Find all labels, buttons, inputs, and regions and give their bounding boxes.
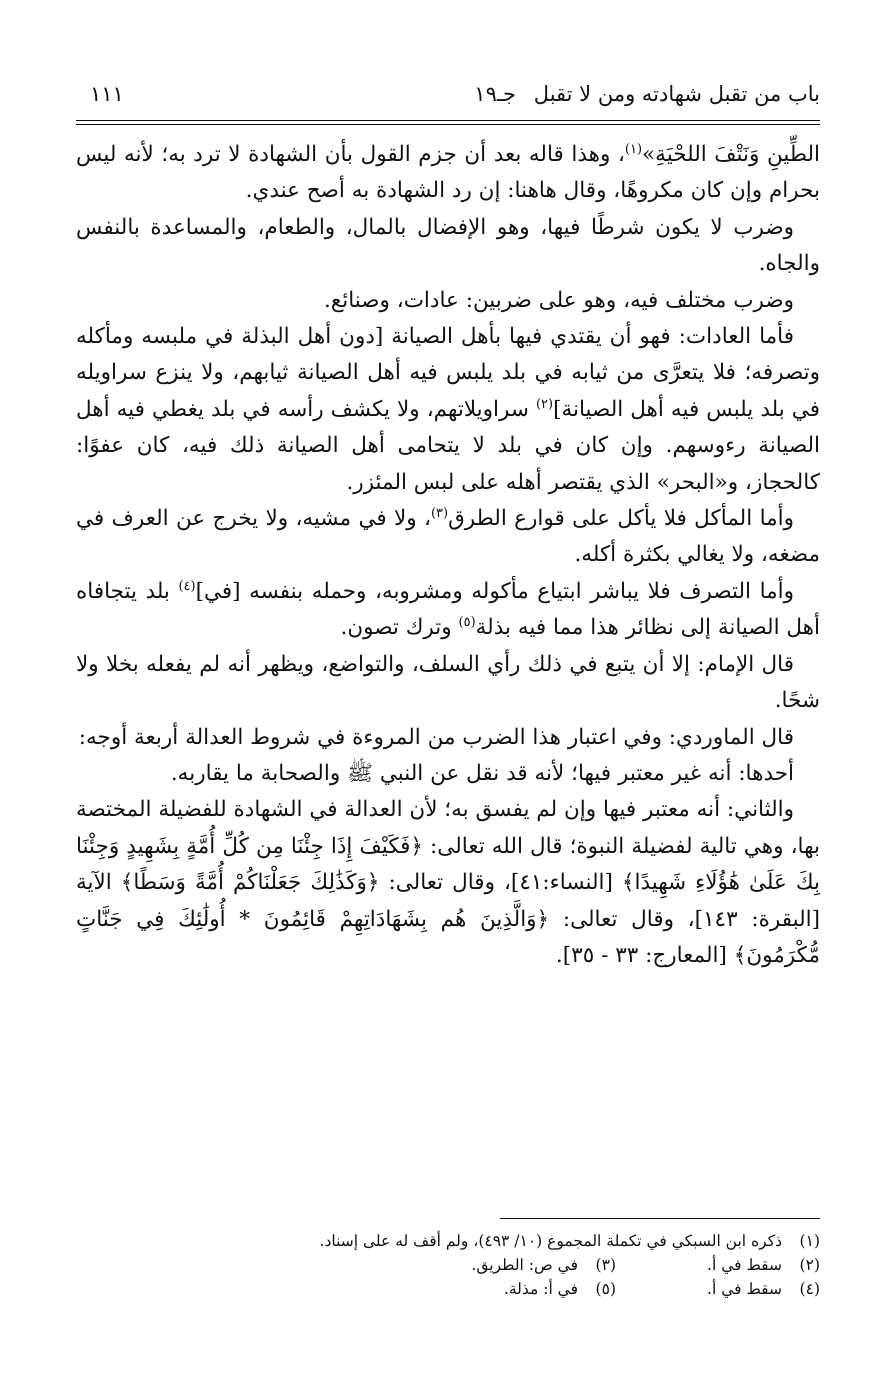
book-page <box>76 74 820 1364</box>
page-number: ١١١ <box>90 82 124 106</box>
header-rule <box>76 120 820 125</box>
footnote: (٢)سقط في أ. <box>707 1256 820 1274</box>
footnote-rule <box>500 1218 820 1219</box>
main-text <box>76 137 820 974</box>
paragraph: وأما التصرف فلا يباشر ابتياع مأكوله ومشروبه، وحمله بنفسه [في]$^{(٤)}$ بلد يتجافاه أهل الصيانة إلى نظائر هذا مما فيه بذلة$^{(٥)}$ وترك تصون. <box>76 578 820 641</box>
paragraph: والثاني: أنه معتبر فيها وإن لم يفسق به؛ لأن العدالة في الشهادة للفضيلة المختصة بها، وهي تالية لفضيلة النبوة؛ قال الله تعالى: ﴿فَكَيْفَ إِذَا جِئْنَا مِن كُلِّ أُمَّةٍ بِشَهِيدٍ وَجِئْنَا بِكَ عَلَىٰ هَٰؤُلَاءِ شَهِيدًا﴾ [النساء:٤١]، وقال تعالى: ﴿وَكَذَٰلِكَ جَعَلْنَاكُمْ أُمَّةً وَسَطًا﴾ الآية [البقرة: ١٤٣]، وقال تعالى: ﴿وَالَّذِينَ هُم بِشَهَادَاتِهِمْ قَائِمُونَ * أُولَٰئِكَ فِي جَنَّاتٍ مُّكْرَمُونَ﴾ [المعارج: ٣٣ - ٣٥]. <box>76 797 820 968</box>
paragraph: وضرب لا يكون شرطًا فيها، وهو الإفضال بالمال، والطعام، والمساعدة بالنفس والجاه. <box>76 214 820 277</box>
footnote-ref: (٢) <box>535 396 554 412</box>
running-header <box>76 74 820 114</box>
footnote-line <box>76 1229 820 1253</box>
footnote-ref: (٥) <box>458 615 476 631</box>
footnote-ref: (١) <box>624 141 643 157</box>
footnote-ref: (٣) <box>430 505 449 521</box>
paragraph: فأما العادات: فهو أن يقتدي فيها بأهل الصيانة [دون أهل البذلة في ملبسه ومأكله وتصرفه؛ فلا يتعرَّى من ثيابه في بلد يلبس فيه أهل الصيانة ثيابهم، ولا ينزع سراويله في بلد يلبس فيه أهل الصيانة]$^{(٢)}$ سراويلاتهم، ولا يكشف رأسه في بلد يغطي فيه أهل الصيانة رءوسهم. وإن كان في بلد لا يتحامى أهل الصيانة ذلك فيه، كان عفوًا: كالحجاز، و«البحر» الذي يقتصر أهله على لبس المئزر. <box>76 324 820 495</box>
paragraph: وأما المأكل فلا يأكل على قوارع الطرق$^{(٣)}$، ولا في مشيه، ولا يخرج عن العرف في مضغه، ولا يغالي بكثرة أكله. <box>76 505 820 568</box>
footnote: (٥)في أ: مذلة. <box>503 1280 616 1298</box>
footnote-line <box>76 1253 820 1277</box>
paragraph: قال الماوردي: وفي اعتبار هذا الضرب من المروءة في شروط العدالة أربعة أوجه: <box>78 724 794 750</box>
footnote-line <box>76 1277 820 1301</box>
footnote: (٣)في ص: الطريق. <box>471 1256 616 1274</box>
footnote: (٤)سقط في أ. <box>707 1280 820 1298</box>
paragraph: قال الإمام: إلا أن يتبع في ذلك رأي السلف، والتواضع، ويظهر أنه لم يفعله بخلا ولا شحًا. <box>76 651 820 714</box>
paragraph: الطِّينِ وَنَتْفَ اللحْيَةِ»$^{(١)}$، وهذا قاله بعد أن جزم القول بأن الشهادة لا ترد به؛ لأنه ليس بحرام وإن كان مكروهًا، وقال هاهنا: إن رد الشهادة به أصح عندي. <box>76 141 820 204</box>
footnotes <box>76 1218 820 1301</box>
paragraph: وضرب مختلف فيه، وهو على ضربين: عادات، وصنائع. <box>323 287 794 313</box>
footnote-ref: (٤) <box>178 578 196 594</box>
chapter-title: باب من تقبل شهادته ومن لا تقبل <box>533 82 820 106</box>
paragraph: أحدها: أنه غير معتبر فيها؛ لأنه قد نقل عن النبي ﷺ والصحابة ما يقاربه. <box>170 760 794 786</box>
footnote: (١)ذكره ابن السبكي في تكملة المجموع (١٠/ ٤٩٣)، ولم أقف له على إسناد. <box>319 1232 820 1250</box>
volume-number: جـ١٩ <box>474 82 516 106</box>
